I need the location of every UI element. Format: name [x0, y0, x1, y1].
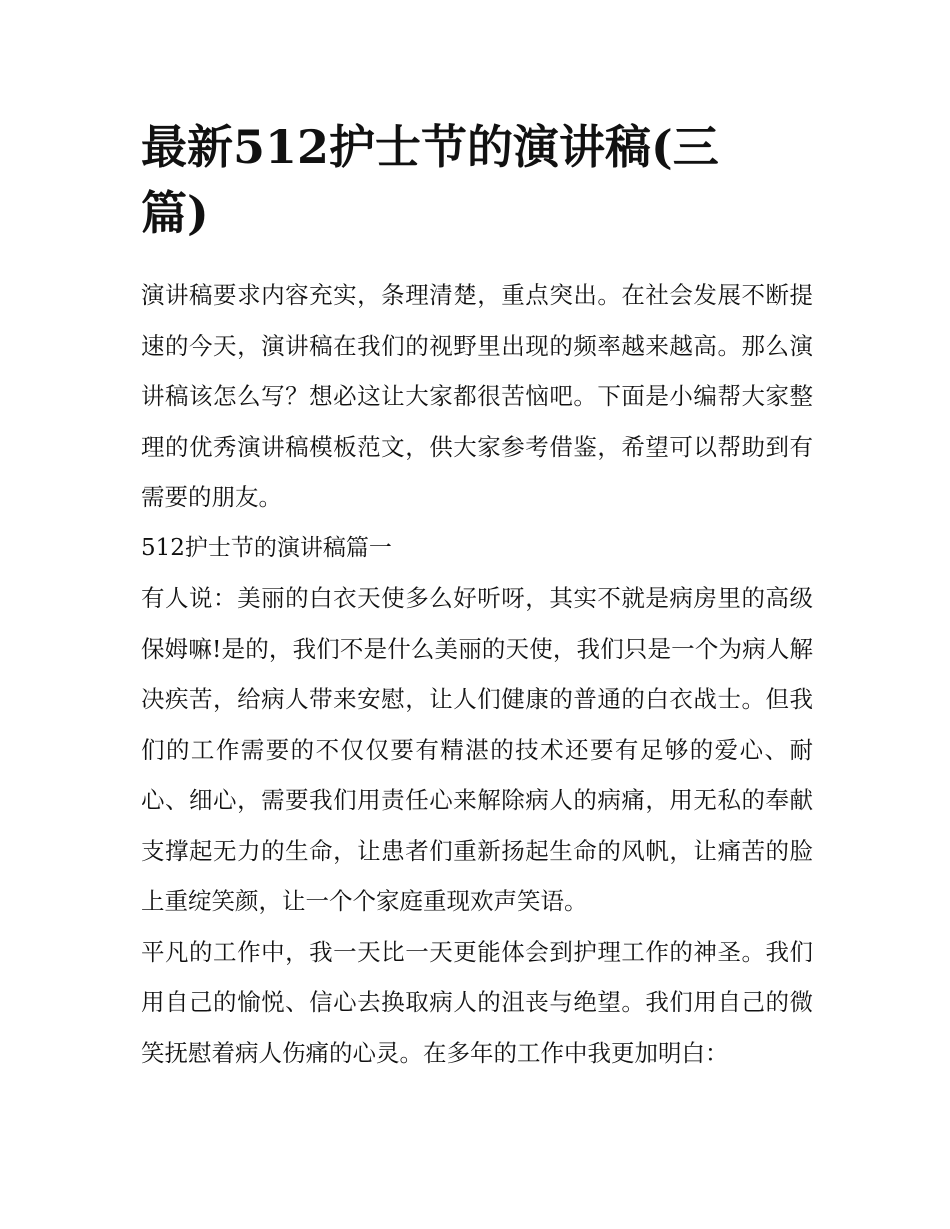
document-title: 最新512护士节的演讲稿(三篇) [141, 120, 719, 240]
section-heading: 512护士节的演讲稿篇一 [141, 534, 392, 561]
intro-paragraph: 演讲稿要求内容充实，条理清楚，重点突出。在社会发展不断提速的今天，演讲稿在我们的视野里出现的频率越来越高。那么演讲稿该怎么写？想必这让大家都很苦恼吧。下面是小编帮大家整理的优秀演讲稿模板范文，供大家参考借鉴，希望可以帮助到有需要的朋友。 [141, 281, 813, 511]
document-body [141, 114, 813, 1078]
body-paragraph-1: 有人说：美丽的白衣天使多么好听呀，其实不就是病房里的高级保姆嘛!是的，我们不是什么美丽的天使，我们只是一个为病人解决疾苦，给病人带来安慰，让人们健康的普通的白衣战士。但我们的工作需要的不仅仅要有精湛的技术还要有足够的爱心、耐心、细心，需要我们用责任心来解除病人的病痛，用无私的奉献支撑起无力的生命，让患者们重新扬起生命的风帆，让痛苦的脸上重绽笑颜，让一个个家庭重现欢声笑语。 [141, 584, 813, 915]
body-paragraph-2: 平凡的工作中，我一天比一天更能体会到护理工作的神圣。我们用自己的愉悦、信心去换取病人的沮丧与绝望。我们用自己的微笑抚慰着病人伤痛的心灵。在多年的工作中我更加明白： [141, 937, 813, 1067]
